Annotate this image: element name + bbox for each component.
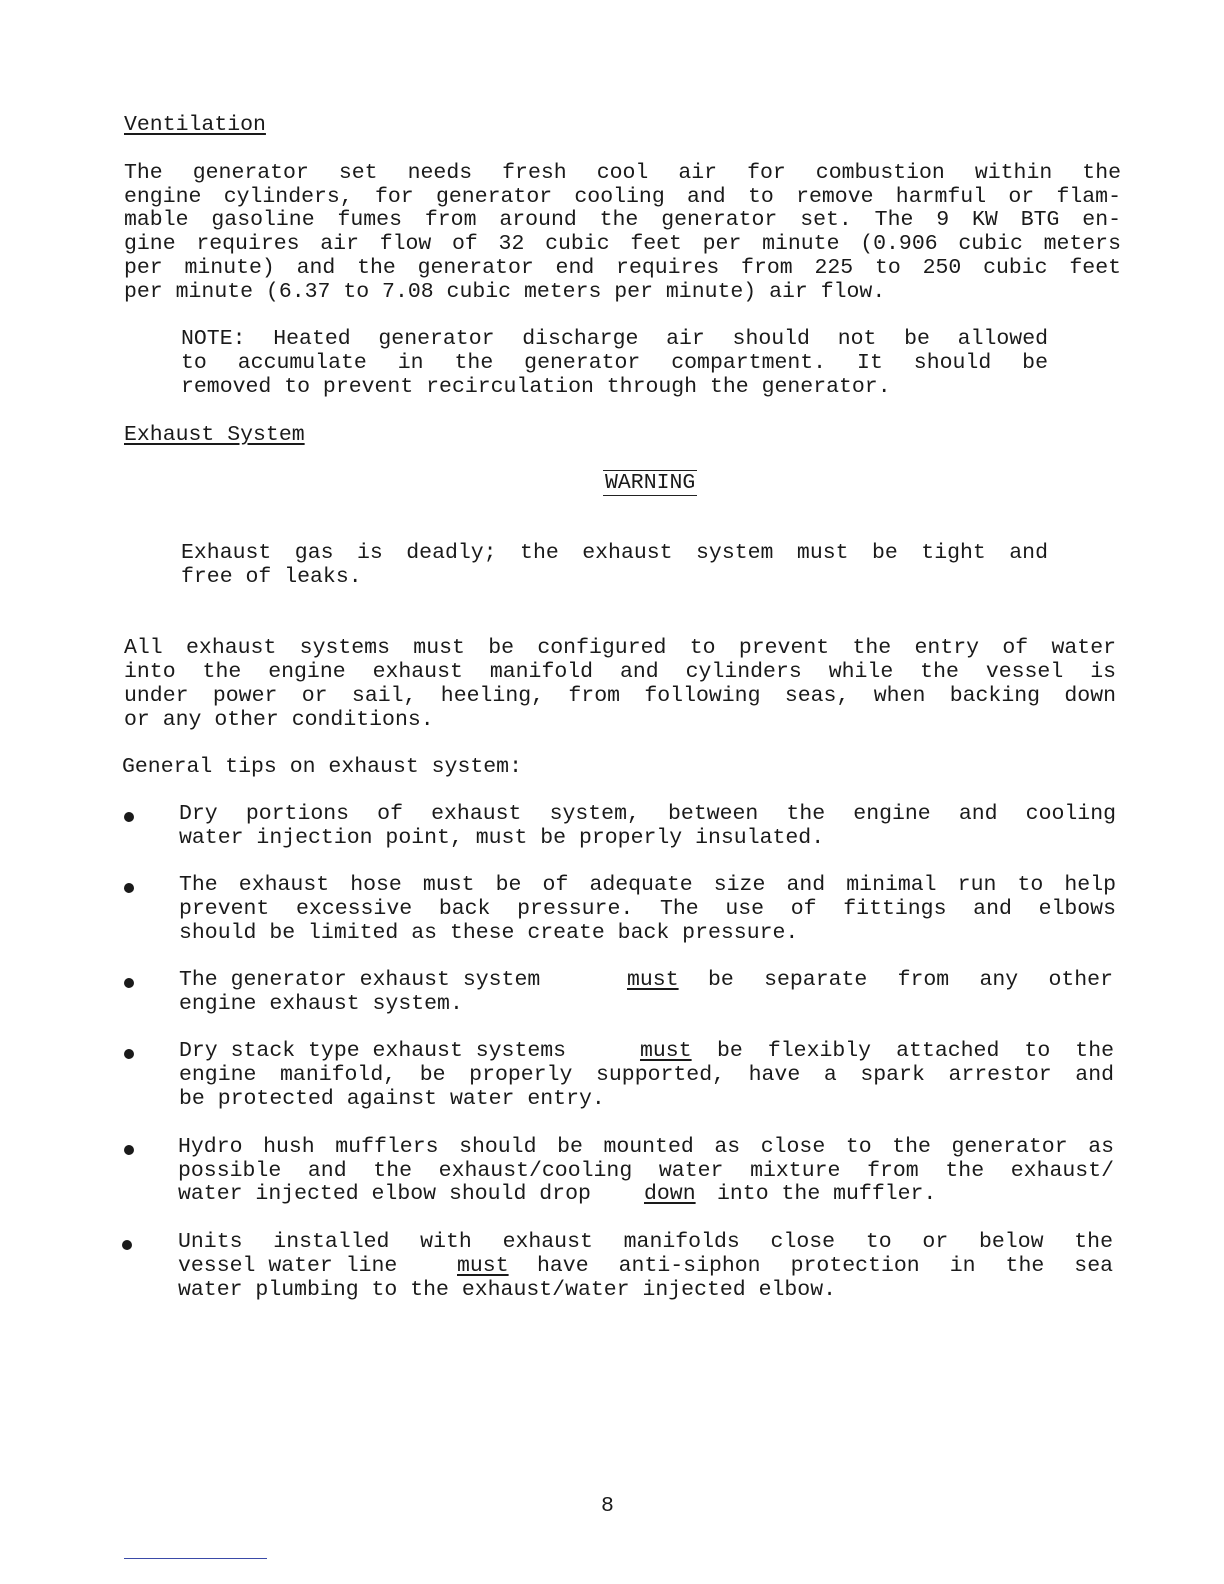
bullet-icon — [124, 812, 134, 822]
note-line: to accumulate in the generator compartment. It should be — [181, 351, 1048, 375]
emphasis-must: must — [457, 1254, 509, 1278]
tips-intro: General tips on exhaust system: — [122, 755, 522, 779]
paragraph-line: or any other conditions. — [124, 708, 434, 732]
paragraph-line: under power or sail, heeling, from following seas, when backing down — [124, 684, 1116, 708]
paragraph-line: per minute) and the generator end requires from 225 to 250 cubic feet — [124, 256, 1121, 280]
bullet-icon — [122, 1240, 132, 1250]
emphasis-must: must — [627, 968, 679, 992]
tip-line: Hydro hush mufflers should be mounted as close to the generator as — [178, 1135, 1114, 1159]
tip-line: be protected against water entry. — [179, 1087, 605, 1111]
paragraph-line: The generator set needs fresh cool air for combustion within the — [124, 161, 1121, 185]
warning-label: WARNING — [605, 471, 696, 495]
emphasis-down: down — [644, 1182, 696, 1206]
paragraph-line: All exhaust systems must be configured to prevent the entry of water — [124, 636, 1116, 660]
warning-line: Exhaust gas is deadly; the exhaust system must be tight and — [181, 541, 1048, 565]
tip-line: water plumbing to the exhaust/water injected elbow. — [178, 1278, 837, 1302]
tip-line: possible and the exhaust/cooling water mixture from the exhaust/ — [178, 1159, 1114, 1183]
tip-line: Units installed with exhaust manifolds close to or below the — [178, 1230, 1113, 1254]
note-line: removed to prevent recirculation through the generator. — [181, 375, 891, 399]
tip-line-part: have anti-siphon protection in the sea — [537, 1254, 1113, 1278]
tip-line-part: The generator exhaust system — [179, 968, 541, 992]
ventilation-heading: Ventilation — [124, 113, 266, 137]
tip-line: Dry portions of exhaust system, between the engine and cooling — [179, 802, 1116, 826]
tip-line: The exhaust hose must be of adequate size and minimal run to help — [179, 873, 1116, 897]
tip-line-part: water injected elbow should drop — [178, 1182, 591, 1206]
tip-line-part: Dry stack type exhaust systems — [179, 1039, 567, 1063]
tip-line: engine manifold, be properly supported, have a spark arrestor and — [179, 1063, 1114, 1087]
paragraph-line: per minute (6.37 to 7.08 cubic meters per minute) air flow. — [124, 280, 886, 304]
tip-line-part: be separate from any other — [708, 968, 1113, 992]
paragraph-line: engine cylinders, for generator cooling and to remove harmful or flam- — [124, 185, 1121, 209]
tip-line-part: vessel water line — [178, 1254, 398, 1278]
paragraph-line: mable gasoline fumes from around the generator set. The 9 KW BTG en- — [124, 208, 1121, 232]
tip-line: prevent excessive back pressure. The use of fittings and elbows — [179, 897, 1116, 921]
warning-line: free of leaks. — [181, 565, 362, 589]
paragraph-line: gine requires air flow of 32 cubic feet per minute (0.906 cubic meters — [124, 232, 1121, 256]
tip-line: engine exhaust system. — [179, 992, 463, 1016]
bottom-rule — [124, 1558, 267, 1559]
tip-line-part: into the muffler. — [717, 1182, 937, 1206]
tip-line: water injection point, must be properly insulated. — [179, 826, 825, 850]
bullet-icon — [124, 883, 134, 893]
paragraph-line: into the engine exhaust manifold and cylinders while the vessel is — [124, 660, 1116, 684]
note-line: NOTE: Heated generator discharge air should not be allowed — [181, 327, 1048, 351]
tip-line: should be limited as these create back pressure. — [179, 921, 799, 945]
bullet-icon — [124, 1049, 134, 1059]
page-number: 8 — [601, 1494, 614, 1518]
bullet-icon — [124, 978, 134, 988]
bullet-icon — [124, 1145, 134, 1155]
emphasis-must: must — [640, 1039, 692, 1063]
tip-line-part: be flexibly attached to the — [717, 1039, 1114, 1063]
exhaust-heading: Exhaust System — [124, 423, 305, 447]
